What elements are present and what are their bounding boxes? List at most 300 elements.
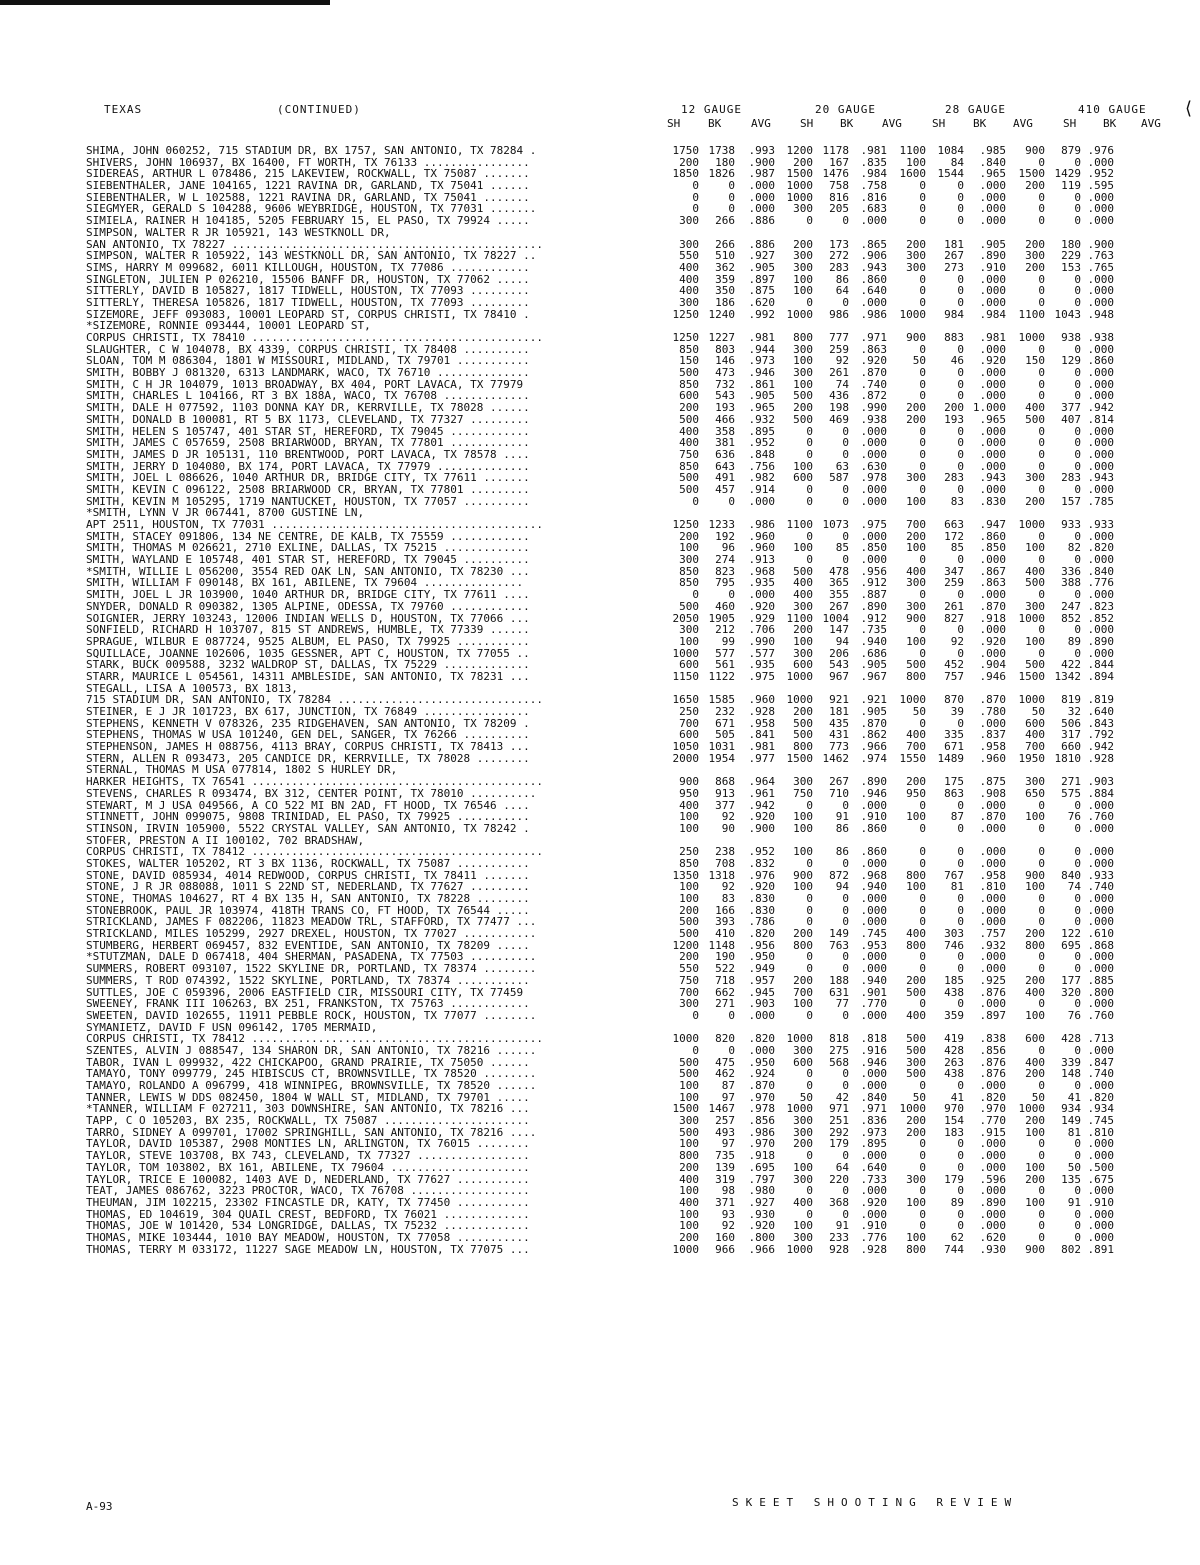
cell-bk12: 190 [715, 950, 735, 964]
cell-sh28: 0 [919, 892, 926, 905]
cell-sh12: 1250 [672, 518, 699, 531]
cell-avg12: .935 [748, 658, 775, 672]
cell-bk12: 257 [715, 1114, 735, 1128]
cell-sh410: 0 [1038, 997, 1045, 1011]
cell-avg410: .000 [1087, 798, 1114, 812]
cell-avg410: .844 [1087, 658, 1114, 672]
cell-bk20: 773 [829, 740, 849, 754]
cell-sh28: 400 [906, 1008, 926, 1022]
cell-bk410: 0 [1074, 424, 1081, 438]
cell-sh12: 1750 [672, 144, 699, 157]
cell-avg410: .000 [1087, 1184, 1114, 1198]
cell-bk28: 0 [957, 424, 964, 438]
cell-bk12: 90 [721, 821, 735, 835]
cell-avg28: .000 [979, 588, 1006, 602]
shooter-entry: SLOAN, TOM M 086304, 1801 W MISSOURI, MIDLAND, TX 79701 ........... [86, 354, 530, 368]
cell-sh20: 300 [793, 599, 813, 613]
cell-bk28: 671 [944, 740, 964, 754]
shooter-entry: STOKES, WALTER 105202, RT 3 BX 1136, ROCKWALL, TX 75087 ........... [86, 856, 530, 870]
cell-bk410: 388 [1061, 576, 1081, 590]
cell-bk28: 62 [950, 1230, 964, 1244]
cell-avg12: .960 [748, 693, 775, 707]
table-row [86, 262, 1186, 274]
cell-bk12: 180 [715, 155, 735, 169]
cell-avg12: .942 [748, 798, 775, 812]
cell-bk20: 986 [829, 307, 849, 321]
cell-sh410: 100 [1025, 1008, 1045, 1022]
cell-bk410: 1043 [1054, 307, 1081, 321]
cell-sh410: 50 [1031, 1090, 1045, 1104]
cell-bk20: 435 [829, 716, 849, 730]
cell-bk28: 0 [957, 295, 964, 309]
cell-sh12: 100 [679, 1079, 699, 1092]
cell-avg28: .970 [979, 1102, 1006, 1116]
cell-bk410: 0 [1074, 915, 1081, 929]
cell-avg20: .912 [860, 611, 887, 625]
cell-bk12: 139 [715, 1160, 735, 1174]
cell-sh12: 1000 [672, 1242, 699, 1256]
cell-sh28: 1000 [899, 307, 926, 321]
cell-sh410: 0 [1038, 892, 1045, 905]
col-410-sh: SH [1063, 117, 1077, 130]
cell-bk28: 200 [944, 401, 964, 415]
cell-bk410: 0 [1074, 1079, 1081, 1092]
page-number: A-93 [86, 1500, 113, 1513]
cell-avg410: .776 [1087, 576, 1114, 590]
cell-bk410: 377 [1061, 401, 1081, 415]
shooter-entry: SMITH, JOEL L 086626, 1040 ARTHUR DR, BRIDGE CITY, TX 77611 ....... [86, 471, 530, 485]
cell-avg12: .886 [748, 214, 775, 228]
cell-avg28: .000 [979, 342, 1006, 356]
cell-avg12: .000 [748, 588, 775, 602]
cell-sh410: 100 [1025, 880, 1045, 894]
cell-bk410: 934 [1061, 1102, 1081, 1116]
cell-bk12: 543 [715, 389, 735, 403]
cell-sh28: 950 [906, 786, 926, 800]
cell-avg12: .706 [748, 623, 775, 637]
cell-bk12: 718 [715, 973, 735, 987]
cell-bk410: 506 [1061, 716, 1081, 730]
cell-sh20: 300 [793, 646, 813, 660]
cell-avg28: .930 [979, 1242, 1006, 1256]
cell-avg410: .819 [1087, 693, 1114, 707]
cell-sh20: 100 [793, 272, 813, 286]
cell-sh12: 200 [679, 1230, 699, 1244]
cell-sh28: 1100 [899, 144, 926, 157]
cell-sh12: 2050 [672, 611, 699, 625]
cell-bk28: 984 [944, 307, 964, 321]
cell-sh28: 0 [919, 553, 926, 567]
cell-sh12: 300 [679, 214, 699, 228]
cell-bk20: 967 [829, 669, 849, 683]
cell-bk28: 883 [944, 331, 964, 344]
cell-avg410: .942 [1087, 401, 1114, 415]
col-20-avg: AVG [882, 117, 902, 130]
cell-sh28: 100 [906, 880, 926, 894]
shooter-entry: SMITH, STACEY 091806, 134 NE CENTRE, DE KALB, TX 75559 ............ [86, 529, 530, 543]
cell-sh12: 200 [679, 155, 699, 169]
cell-sh410: 0 [1038, 424, 1045, 438]
cell-avg12: .861 [748, 377, 775, 391]
cell-bk410: 1429 [1054, 167, 1081, 181]
cell-avg28: .000 [979, 436, 1006, 450]
cell-bk28: 0 [957, 915, 964, 929]
cell-avg12: .961 [748, 786, 775, 800]
cell-bk12: 1233 [708, 518, 735, 531]
cell-bk28: 175 [944, 775, 964, 789]
cell-bk20: 763 [829, 938, 849, 952]
cell-sh28: 0 [919, 1207, 926, 1221]
cell-sh12: 200 [679, 903, 699, 917]
cell-avg28: .830 [979, 494, 1006, 508]
cell-avg20: .968 [860, 868, 887, 882]
cell-bk410: 0 [1074, 623, 1081, 637]
shooter-entry: *STUTZMAN, DALE D 067418, 404 SHERMAN, PASADENA, TX 77503 .......... [86, 950, 537, 964]
shooter-entry: SUMMERS, T ROD 074392, 1522 SKYLINE, PORTLAND, TX 78374 ........... [86, 973, 530, 987]
cell-sh28: 0 [919, 436, 926, 450]
cell-avg20: .835 [860, 155, 887, 169]
cell-sh28: 0 [919, 845, 926, 859]
table-row [86, 893, 1186, 905]
cell-sh20: 200 [793, 155, 813, 169]
cell-avg28: .946 [979, 669, 1006, 683]
cell-bk12: 274 [715, 553, 735, 567]
cell-bk12: 505 [715, 728, 735, 742]
cell-avg410: .847 [1087, 1055, 1114, 1069]
cell-avg20: .000 [860, 482, 887, 496]
cell-avg410: .000 [1087, 553, 1114, 567]
cell-sh20: 0 [806, 494, 813, 508]
cell-sh20: 0 [806, 553, 813, 567]
cell-bk20: 64 [835, 284, 849, 298]
cell-avg410: .820 [1087, 541, 1114, 555]
cell-avg20: .000 [860, 424, 887, 438]
cell-bk20: 74 [835, 377, 849, 391]
cell-avg28: .915 [979, 1125, 1006, 1139]
cell-sh12: 550 [679, 962, 699, 976]
cell-sh12: 1150 [672, 669, 699, 683]
cell-bk410: 0 [1074, 903, 1081, 917]
shooter-entry: SMITH, WAYLAND E 105748, 401 STAR ST, HEREFORD, TX 79045 .......... [86, 553, 530, 567]
cell-avg28: .890 [979, 249, 1006, 263]
cell-sh28: 100 [906, 1195, 926, 1209]
cell-bk12: 820 [715, 1032, 735, 1046]
cell-bk12: 522 [715, 962, 735, 976]
cell-avg28: .000 [979, 214, 1006, 228]
cell-sh410: 200 [1025, 1067, 1045, 1081]
shooter-entry: STEWART, M J USA 049566, A CO 522 MI BN 2AD, FT HOOD, TX 76546 .... [86, 798, 530, 812]
cell-sh410: 0 [1038, 1079, 1045, 1092]
cell-avg410: .740 [1087, 880, 1114, 894]
shooter-entry: SIMIELA, RAINER H 104185, 5205 FEBRUARY 15, EL PASO, TX 79924 ..... [86, 214, 530, 228]
cell-sh12: 600 [679, 389, 699, 403]
cell-bk410: 157 [1061, 494, 1081, 508]
cell-avg28: .000 [979, 646, 1006, 660]
cell-avg28: .000 [979, 179, 1006, 193]
cell-sh12: 850 [679, 856, 699, 870]
shooter-entry: STINNETT, JOHN 099075, 9808 TRINIDAD, EL PASO, TX 79925 ........... [86, 810, 530, 824]
cell-bk28: 92 [950, 634, 964, 648]
cell-bk12: 473 [715, 366, 735, 380]
shooter-entry: STEVENS, CHARLES R 093474, BX 312, CENTER POINT, TX 78010 .......... [86, 786, 537, 800]
shooter-list [86, 145, 1186, 1255]
cell-sh410: 0 [1038, 447, 1045, 461]
cell-bk410: 180 [1061, 237, 1081, 251]
cell-sh410: 400 [1025, 564, 1045, 578]
cell-sh12: 500 [679, 412, 699, 426]
table-row [86, 414, 1186, 426]
cell-bk28: 0 [957, 553, 964, 567]
cell-bk28: 183 [944, 1125, 964, 1139]
top-rule [0, 0, 330, 5]
cell-sh12: 300 [679, 623, 699, 637]
cell-sh28: 0 [919, 1149, 926, 1163]
shooter-entry: SNYDER, DONALD R 090382, 1305 ALPINE, ODESSA, TX 79760 ............ [86, 599, 530, 613]
cell-sh410: 0 [1038, 845, 1045, 859]
cell-avg410: .000 [1087, 202, 1114, 216]
cell-sh12: 0 [692, 1008, 699, 1022]
cell-sh20: 800 [793, 740, 813, 754]
cell-sh410: 0 [1038, 295, 1045, 309]
cell-sh20: 200 [793, 927, 813, 941]
cell-avg12: .886 [748, 237, 775, 251]
cell-sh12: 100 [679, 880, 699, 894]
cell-avg28: .000 [979, 1149, 1006, 1163]
cell-sh410: 0 [1038, 1137, 1045, 1151]
shooter-entry: STARK, BUCK 009588, 3232 WALDROP ST, DALLAS, TX 75229 ............. [86, 658, 530, 672]
cell-avg410: .000 [1087, 950, 1114, 964]
cell-bk28: 0 [957, 482, 964, 496]
cell-sh410: 1500 [1018, 167, 1045, 181]
cell-sh12: 500 [679, 915, 699, 929]
cell-sh410: 300 [1025, 599, 1045, 613]
shooter-entry: APT 2511, HOUSTON, TX 77031 ......................................... [86, 518, 543, 531]
cell-sh12: 400 [679, 798, 699, 812]
cell-bk12: 160 [715, 1230, 735, 1244]
cell-avg410: .000 [1087, 646, 1114, 660]
cell-avg12: .982 [748, 471, 775, 485]
cell-bk20: 0 [842, 295, 849, 309]
cell-sh20: 1000 [786, 1102, 813, 1116]
cell-sh20: 600 [793, 471, 813, 485]
shooter-entry: SUTTLES, JOE C 059396, 2006 EASTFIELD CIR, MISSOURI CITY, TX 77459 [86, 985, 524, 999]
cell-sh410: 900 [1025, 1242, 1045, 1256]
cell-bk12: 868 [715, 775, 735, 789]
cell-avg28: .780 [979, 705, 1006, 718]
table-row [86, 145, 1186, 157]
cell-sh12: 1000 [672, 1032, 699, 1046]
cell-bk410: 76 [1067, 1008, 1081, 1022]
cell-bk20: 0 [842, 1008, 849, 1022]
cell-bk28: 172 [944, 529, 964, 543]
cell-bk28: 870 [944, 693, 964, 707]
shooter-entry: SMITH, JAMES D JR 105131, 110 BRENTWOOD, PORT LAVACA, TX 78578 .... [86, 447, 530, 461]
cell-sh20: 1000 [786, 1242, 813, 1256]
cell-avg12: .946 [748, 366, 775, 380]
cell-sh410: 0 [1038, 1219, 1045, 1233]
cell-avg12: .964 [748, 775, 775, 789]
cell-sh410: 0 [1038, 856, 1045, 870]
cell-avg28: .856 [979, 1043, 1006, 1057]
cell-bk12: 83 [721, 892, 735, 905]
cell-avg410: .938 [1087, 331, 1114, 344]
cell-avg12: .973 [748, 354, 775, 368]
cell-sh12: 150 [679, 354, 699, 368]
cell-avg20: .745 [860, 927, 887, 941]
cell-bk12: 193 [715, 401, 735, 415]
cell-avg410: .000 [1087, 342, 1114, 356]
cell-sh12: 300 [679, 997, 699, 1011]
cell-avg410: .942 [1087, 740, 1114, 754]
cell-avg410: .000 [1087, 903, 1114, 917]
cell-sh12: 400 [679, 1195, 699, 1209]
cell-avg28: 1.000 [972, 401, 1006, 415]
cell-avg20: .770 [860, 997, 887, 1011]
cell-sh410: 0 [1038, 366, 1045, 380]
cell-avg410: .595 [1087, 179, 1114, 193]
cell-avg410: .868 [1087, 938, 1114, 952]
cell-bk410: 32 [1067, 705, 1081, 718]
cell-bk20: 0 [842, 962, 849, 976]
cell-avg12: .800 [748, 1230, 775, 1244]
cell-bk28: 1489 [937, 751, 964, 765]
cell-sh410: 0 [1038, 553, 1045, 567]
cell-bk410: 74 [1067, 880, 1081, 894]
cell-sh12: 1650 [672, 693, 699, 707]
cell-sh410: 1000 [1018, 1102, 1045, 1116]
cell-bk12: 97 [721, 1090, 735, 1104]
cell-sh410: 200 [1025, 973, 1045, 987]
cell-sh28: 100 [906, 541, 926, 555]
shooter-entry: STUMBERG, HERBERT 069457, 832 EVENTIDE, SAN ANTONIO, TX 78209 ..... [86, 938, 530, 952]
cell-bk20: 85 [835, 541, 849, 555]
cell-sh28: 200 [906, 1125, 926, 1139]
cell-bk28: 0 [957, 856, 964, 870]
cell-bk12: 732 [715, 377, 735, 391]
cell-sh20: 0 [806, 1207, 813, 1221]
cell-bk410: 0 [1074, 272, 1081, 286]
cell-avg12: .956 [748, 938, 775, 952]
cell-sh28: 0 [919, 190, 926, 204]
cell-bk12: 271 [715, 997, 735, 1011]
cell-bk20: 0 [842, 856, 849, 870]
cell-sh12: 1250 [672, 331, 699, 344]
cell-avg410: .000 [1087, 915, 1114, 929]
shooter-entry: SMITH, KEVIN C 096122, 2508 BRIARWOOD CR, BRYAN, TX 77801 ......... [86, 482, 530, 496]
cell-avg410: .000 [1087, 1219, 1114, 1233]
cell-bk28: 827 [944, 611, 964, 625]
cell-bk410: 0 [1074, 190, 1081, 204]
cell-avg28: .000 [979, 377, 1006, 391]
cell-sh28: 0 [919, 588, 926, 602]
cell-avg28: .840 [979, 155, 1006, 169]
cell-avg12: .832 [748, 856, 775, 870]
cell-avg28: .810 [979, 880, 1006, 894]
cell-bk410: 0 [1074, 962, 1081, 976]
col-28-sh: SH [932, 117, 946, 130]
cell-sh28: 0 [919, 389, 926, 403]
shooter-entry: SMITH, JAMES C 057659, 2508 BRIARWOOD, BRYAN, TX 77801 ............ [86, 436, 530, 450]
cell-sh20: 0 [806, 856, 813, 870]
cell-bk20: 0 [842, 915, 849, 929]
cell-bk12: 377 [715, 798, 735, 812]
table-row [86, 928, 1186, 940]
cell-avg20: .921 [860, 693, 887, 707]
cell-sh12: 100 [679, 541, 699, 555]
cell-bk410: 177 [1061, 973, 1081, 987]
cell-bk410: 0 [1074, 997, 1081, 1011]
cell-bk28: 0 [957, 202, 964, 216]
cell-sh410: 600 [1025, 1032, 1045, 1046]
cell-avg12: .920 [748, 880, 775, 894]
cell-avg12: .913 [748, 553, 775, 567]
cell-bk20: 267 [829, 599, 849, 613]
cell-avg410: .745 [1087, 1114, 1114, 1128]
cell-avg12: .830 [748, 892, 775, 905]
cell-avg20: .000 [860, 214, 887, 228]
shooter-entry: CORPUS CHRISTI, TX 78410 ............................................ [86, 331, 543, 344]
cell-avg12: .968 [748, 564, 775, 578]
cell-avg28: .985 [979, 144, 1006, 157]
cell-sh12: 500 [679, 599, 699, 613]
shooter-entry: SPRAGUE, WILBUR E 087724, 9525 ALBUM, EL PASO, TX 79925 ........... [86, 634, 530, 648]
shooter-entry: STONEBROOK, PAUL JR 103974, 418TH TRANS CO, FT HOOD, TX 76544 ..... [86, 903, 530, 917]
cell-bk410: 660 [1061, 740, 1081, 754]
cell-avg12: .960 [748, 541, 775, 555]
cell-bk12: 1467 [708, 1102, 735, 1116]
cell-sh410: 1000 [1018, 693, 1045, 707]
cell-sh410: 50 [1031, 705, 1045, 718]
cell-sh28: 400 [906, 728, 926, 742]
cell-sh28: 500 [906, 985, 926, 999]
table-row [86, 519, 1186, 531]
cell-bk12: 0 [728, 588, 735, 602]
cell-sh12: 500 [679, 471, 699, 485]
cell-avg12: .957 [748, 973, 775, 987]
cell-bk28: 39 [950, 705, 964, 718]
cell-sh28: 300 [906, 249, 926, 263]
state-heading: TEXAS [104, 103, 143, 116]
cell-avg410: .885 [1087, 973, 1114, 987]
cell-avg20: .910 [860, 810, 887, 824]
cell-avg28: .965 [979, 412, 1006, 426]
cell-avg410: .891 [1087, 1242, 1114, 1256]
cell-sh20: 300 [793, 1043, 813, 1057]
shooter-entry: SZENTES, ALVIN J 088547, 134 SHARON DR, SAN ANTONIO, TX 78216 ...... [86, 1043, 537, 1057]
cell-bk12: 966 [715, 1242, 735, 1256]
shooter-entry: STERN, ALLEN R 093473, 205 CANDICE DR, KERRVILLE, TX 78028 ........ [86, 751, 530, 765]
cell-avg28: .620 [979, 1230, 1006, 1244]
cell-bk28: 0 [957, 1137, 964, 1151]
cell-bk12: 457 [715, 482, 735, 496]
cell-sh20: 0 [806, 295, 813, 309]
cell-avg28: .820 [979, 1090, 1006, 1104]
cell-avg20: .975 [860, 518, 887, 531]
cell-bk12: 671 [715, 716, 735, 730]
cell-avg28: .000 [979, 903, 1006, 917]
cell-sh410: 200 [1025, 237, 1045, 251]
cell-avg410: .785 [1087, 494, 1114, 508]
shooter-entry: STRICKLAND, MILES 105299, 2927 DREXEL, HOUSTON, TX 77027 ........... [86, 927, 537, 941]
cell-bk28: 0 [957, 997, 964, 1011]
shooter-entry: SIEBENTHALER, JANE 104165, 1221 RAVINA DR, GARLAND, TX 75041 ...... [86, 179, 530, 193]
cell-bk410: 1342 [1054, 669, 1081, 683]
cell-bk28: 0 [957, 459, 964, 473]
gauge-20-heading: 20 GAUGE [815, 103, 876, 116]
cell-avg20: .920 [860, 354, 887, 368]
cell-sh12: 500 [679, 927, 699, 941]
cell-sh12: 500 [679, 1125, 699, 1139]
